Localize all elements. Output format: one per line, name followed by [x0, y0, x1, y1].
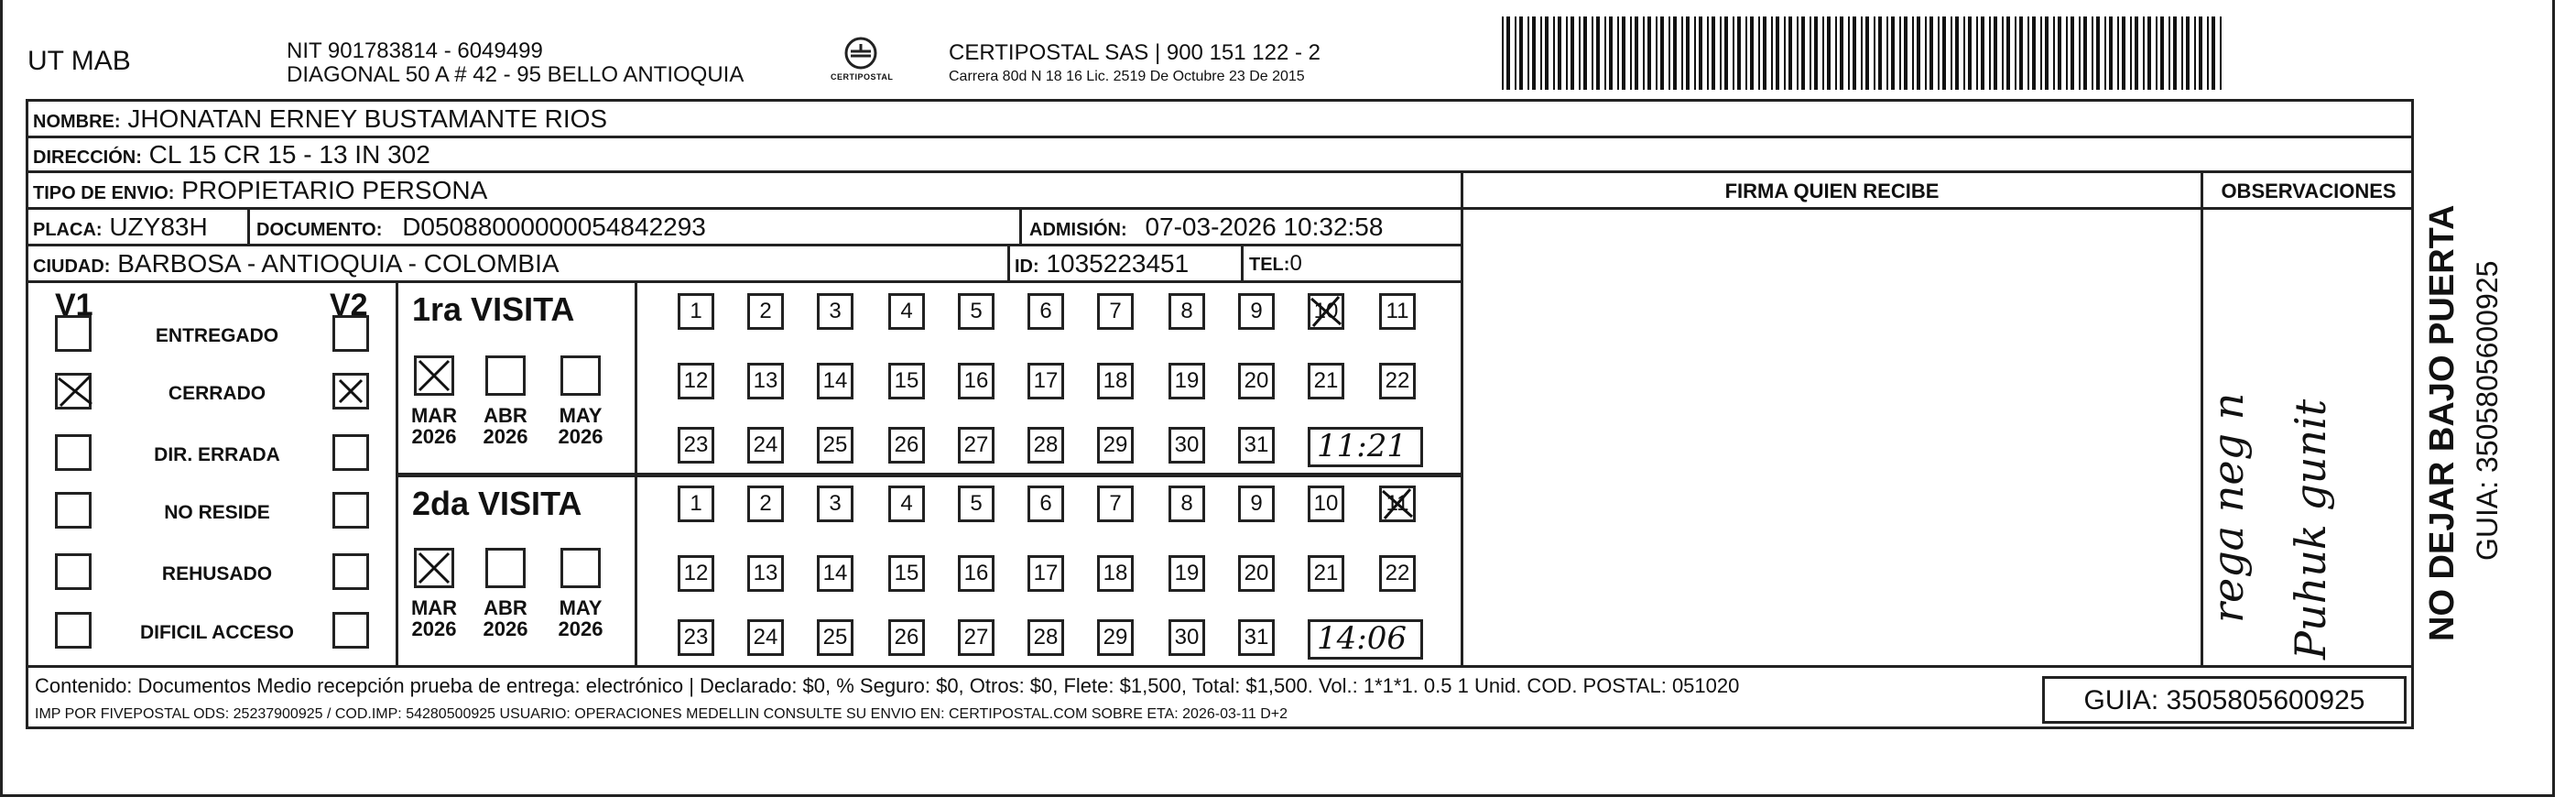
- day-box[interactable]: 8: [1168, 486, 1205, 522]
- day-box[interactable]: 2: [747, 486, 784, 522]
- side-guia: GUIA: 3505805600925: [2471, 260, 2504, 561]
- tel-label: TEL:: [1249, 255, 1290, 275]
- day-box[interactable]: 23: [678, 619, 714, 656]
- day-box[interactable]: 1: [678, 486, 714, 522]
- day-box[interactable]: 29: [1097, 427, 1134, 464]
- no-dejar-bajo-puerta: NO DEJAR BAJO PUERTA: [2423, 204, 2462, 641]
- month-label: MAR 2026: [410, 596, 458, 641]
- day-box[interactable]: 30: [1168, 619, 1205, 656]
- tel-field: [1249, 253, 1302, 275]
- month-checkbox[interactable]: [560, 548, 601, 588]
- day-box[interactable]: 6: [1027, 486, 1064, 522]
- nombre-row: [33, 106, 607, 132]
- day-box[interactable]: 19: [1168, 555, 1205, 592]
- month-checkbox[interactable]: [560, 355, 601, 396]
- v2-checkbox[interactable]: [332, 492, 369, 529]
- day-box[interactable]: 21: [1308, 555, 1344, 592]
- firma-header: FIRMA QUIEN RECIBE: [1724, 180, 1940, 202]
- logo-text: CERTIPOSTAL: [831, 72, 894, 82]
- day-box[interactable]: 25: [817, 427, 853, 464]
- day-box[interactable]: 30: [1168, 427, 1205, 464]
- certipostal-subtitle: Carrera 80d N 18 16 Lic. 2519 De Octubre 23 De 2015: [949, 69, 1305, 84]
- day-box[interactable]: 17: [1027, 555, 1064, 592]
- tipo-envio-value: PROPIETARIO PERSONA: [181, 176, 488, 204]
- day-box[interactable]: 10: [1308, 293, 1344, 330]
- status-option-label: DIR. ERRADA: [154, 444, 280, 465]
- day-box[interactable]: 12: [678, 555, 714, 592]
- day-box[interactable]: 22: [1379, 363, 1416, 399]
- day-box[interactable]: 4: [888, 293, 925, 330]
- day-box[interactable]: 20: [1238, 363, 1275, 399]
- v1-checkbox[interactable]: [55, 492, 92, 529]
- day-box[interactable]: 26: [888, 619, 925, 656]
- day-box[interactable]: 17: [1027, 363, 1064, 399]
- day-box[interactable]: 2: [747, 293, 784, 330]
- status-option-label: CERRADO: [168, 383, 266, 404]
- day-box[interactable]: 31: [1238, 427, 1275, 464]
- v1-checkbox[interactable]: [55, 373, 92, 409]
- day-box[interactable]: 20: [1238, 555, 1275, 592]
- day-box[interactable]: 9: [1238, 486, 1275, 522]
- id-value: 1035223451: [1046, 249, 1190, 278]
- day-box[interactable]: 16: [958, 555, 995, 592]
- admision-label: ADMISIÓN:: [1029, 220, 1127, 240]
- id-label: ID:: [1015, 257, 1039, 277]
- visit1-title: 1ra VISITA: [412, 290, 575, 328]
- day-box[interactable]: 15: [888, 363, 925, 399]
- direccion-value: CL 15 CR 15 - 13 IN 302: [148, 140, 430, 169]
- day-box[interactable]: 5: [958, 293, 995, 330]
- day-box[interactable]: 5: [958, 486, 995, 522]
- company-name: UT MAB: [27, 46, 131, 76]
- day-box[interactable]: 14: [817, 555, 853, 592]
- day-box[interactable]: 19: [1168, 363, 1205, 399]
- contenido-text: Contenido: Documentos Medio recepción prueba de entrega: electrónico | Declarado: $0, % Seguro: $0, Otros: $0, Flete: $1,500, Total: $1,500. Vol.: 1*1*1. 0.5 1 Unid. COD. POSTAL: 051020: [35, 674, 1740, 697]
- sender-address: DIAGONAL 50 A # 42 - 95 BELLO ANTIOQUIA: [287, 62, 745, 87]
- ciudad-value: BARBOSA - ANTIOQUIA - COLOMBIA: [117, 249, 560, 278]
- day-box[interactable]: 27: [958, 619, 995, 656]
- month-label: ABR 2026: [483, 404, 528, 449]
- admision-field: [1029, 214, 1383, 240]
- day-box[interactable]: 6: [1027, 293, 1064, 330]
- v2-header: V2: [330, 288, 368, 322]
- imp-text: IMP POR FIVEPOSTAL ODS: 25237900925 / COD.IMP: 54280500925 USUARIO: OPERACIONES MEDELLIN CONSULTE SU ENVIO EN: CERTIPOSTAL.COM SOBRE ETA: 2026-03-11 D+2: [35, 706, 1288, 722]
- month-checkbox[interactable]: [414, 548, 454, 588]
- status-option-label: REHUSADO: [161, 563, 273, 584]
- status-option-label: DIFICIL ACCESO: [139, 622, 294, 643]
- day-box[interactable]: 31: [1238, 619, 1275, 656]
- v1-header: V1: [55, 288, 93, 322]
- day-box[interactable]: 16: [958, 363, 995, 399]
- v1-checkbox[interactable]: [55, 315, 92, 352]
- observaciones-note-1: rega neg n: [2203, 392, 2253, 623]
- v2-checkbox[interactable]: [332, 612, 369, 649]
- day-box[interactable]: 9: [1238, 293, 1275, 330]
- v2-checkbox[interactable]: [332, 373, 369, 409]
- month-checkbox[interactable]: [414, 355, 454, 396]
- barcode: [1502, 16, 2225, 90]
- month-checkbox[interactable]: [485, 548, 526, 588]
- handwritten-time: 11:21: [1317, 428, 1407, 464]
- documento-field: [256, 214, 706, 240]
- tel-value: 0: [1289, 251, 1302, 276]
- day-box[interactable]: 18: [1097, 363, 1134, 399]
- handwritten-time: 14:06: [1317, 620, 1407, 657]
- documento-label: DOCUMENTO:: [256, 220, 383, 240]
- day-box[interactable]: 10: [1308, 486, 1344, 522]
- v2-checkbox[interactable]: [332, 434, 369, 471]
- day-box[interactable]: 26: [888, 427, 925, 464]
- tipo-envio-row: [33, 178, 487, 203]
- day-box[interactable]: 28: [1027, 427, 1064, 464]
- observaciones-note-2: Puhuk gunit: [2286, 399, 2335, 660]
- observaciones-header: OBSERVACIONES: [2221, 180, 2397, 202]
- placa-value: UZY83H: [109, 213, 208, 241]
- v2-checkbox[interactable]: [332, 553, 369, 590]
- ciudad-label: CIUDAD:: [33, 257, 111, 277]
- day-box[interactable]: 13: [747, 555, 784, 592]
- v1-checkbox[interactable]: [55, 434, 92, 471]
- v1-checkbox[interactable]: [55, 553, 92, 590]
- id-field: [1015, 251, 1189, 277]
- direccion-row: [33, 142, 430, 168]
- placa-field: [33, 214, 208, 240]
- day-box[interactable]: 28: [1027, 619, 1064, 656]
- day-box[interactable]: 22: [1379, 555, 1416, 592]
- day-box[interactable]: 7: [1097, 486, 1134, 522]
- nombre-label: NOMBRE:: [33, 112, 121, 132]
- day-box[interactable]: 27: [958, 427, 995, 464]
- day-box[interactable]: 29: [1097, 619, 1134, 656]
- day-box[interactable]: 12: [678, 363, 714, 399]
- day-box[interactable]: 24: [747, 619, 784, 656]
- month-label: MAR 2026: [410, 404, 458, 449]
- documento-value: D05088000000054842293: [402, 213, 706, 241]
- day-box[interactable]: 14: [817, 363, 853, 399]
- visit2-title: 2da VISITA: [412, 485, 582, 522]
- certipostal-logo: [829, 35, 893, 93]
- v1-checkbox[interactable]: [55, 612, 92, 649]
- month-label: ABR 2026: [483, 596, 528, 641]
- certipostal-title: CERTIPOSTAL SAS | 900 151 122 - 2: [949, 40, 1321, 65]
- day-box[interactable]: 15: [888, 555, 925, 592]
- direccion-label: DIRECCIÓN:: [33, 147, 142, 168]
- day-box[interactable]: 21: [1308, 363, 1344, 399]
- v2-checkbox[interactable]: [332, 315, 369, 352]
- month-label: MAY 2026: [558, 596, 603, 641]
- ciudad-field: [33, 251, 560, 277]
- day-box[interactable]: 8: [1168, 293, 1205, 330]
- day-box[interactable]: 13: [747, 363, 784, 399]
- day-box[interactable]: 3: [817, 486, 853, 522]
- day-box[interactable]: 11: [1379, 486, 1416, 522]
- guia-box-text: GUIA: 3505805600925: [2083, 685, 2365, 715]
- placa-label: PLACA:: [33, 220, 103, 240]
- month-checkbox[interactable]: [485, 355, 526, 396]
- day-box[interactable]: 3: [817, 293, 853, 330]
- day-box[interactable]: 25: [817, 619, 853, 656]
- status-option-label: ENTREGADO: [155, 325, 279, 346]
- nit-text: NIT 901783814 - 6049499: [287, 38, 543, 63]
- nombre-value: JHONATAN ERNEY BUSTAMANTE RIOS: [127, 104, 608, 133]
- day-box[interactable]: 11: [1379, 293, 1416, 330]
- admision-value: 07-03-2026 10:32:58: [1145, 213, 1384, 241]
- day-box[interactable]: 1: [678, 293, 714, 330]
- day-box[interactable]: 18: [1097, 555, 1134, 592]
- day-box[interactable]: 23: [678, 427, 714, 464]
- status-option-label: NO RESIDE: [164, 502, 270, 523]
- tipo-envio-label: TIPO DE ENVIO:: [33, 183, 175, 203]
- day-box[interactable]: 7: [1097, 293, 1134, 330]
- day-box[interactable]: 24: [747, 427, 784, 464]
- day-box[interactable]: 4: [888, 486, 925, 522]
- month-label: MAY 2026: [558, 404, 603, 449]
